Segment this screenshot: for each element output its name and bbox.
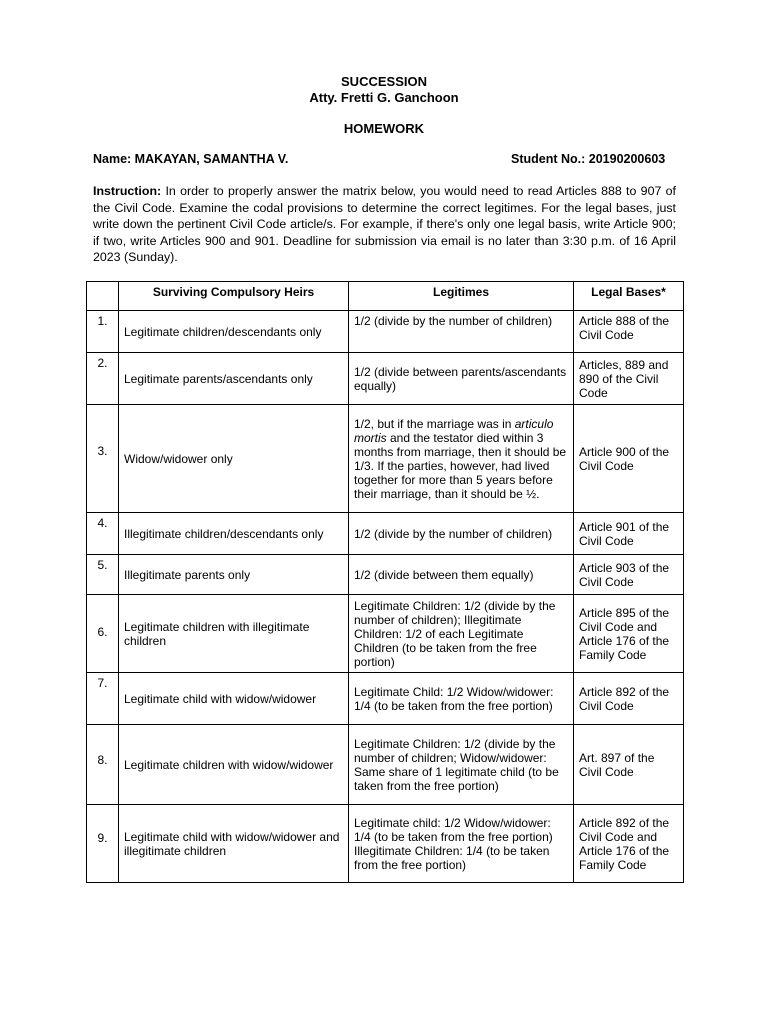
legal-bases-cell: Article 888 of the Civil Code: [574, 311, 684, 353]
legitimes-cell: 1/2 (divide between them equally): [349, 555, 574, 595]
legal-bases-cell: Article 901 of the Civil Code: [574, 513, 684, 555]
table-row: [87, 555, 684, 595]
row-number: 6.: [87, 595, 119, 673]
student-name: Name: MAKAYAN, SAMANTHA V.: [93, 152, 289, 166]
table-row: [87, 595, 684, 673]
row-number: 8.: [87, 725, 119, 805]
row-number: 5.: [87, 555, 119, 595]
instructor-name: Atty. Fretti G. Ganchoon: [309, 90, 459, 105]
legitimes-cell: 1/2 (divide by the number of children): [349, 513, 574, 555]
header-legal-bases: Legal Bases*: [574, 282, 684, 311]
instruction-label: Instruction:: [93, 184, 162, 198]
header-heirs: Surviving Compulsory Heirs: [119, 282, 349, 311]
heirs-cell: Legitimate parents/ascendants only: [119, 353, 349, 405]
heirs-cell: Legitimate children/descendants only: [119, 311, 349, 353]
table-row: [87, 805, 684, 883]
table-row: [87, 311, 684, 353]
heirs-cell: Widow/widower only: [119, 405, 349, 513]
heirs-cell: Legitimate children with illegitimate children: [119, 595, 349, 673]
heirs-cell: Legitimate child with widow/widower and illegitimate children: [119, 805, 349, 883]
legitimes-cell: Legitimate child: 1/2 Widow/widower: 1/4 (to be taken from the free portion) Illegitimate Children: 1/4 (to be taken from the free portion): [349, 805, 574, 883]
legal-bases-cell: Article 892 of the Civil Code and Article 176 of the Family Code: [574, 805, 684, 883]
legitimes-italic-term: articulo mortis: [354, 416, 554, 445]
heirs-cell: Legitimate child with widow/widower: [119, 673, 349, 725]
legal-bases-cell: Article 900 of the Civil Code: [574, 405, 684, 513]
legitimes-cell: 1/2 (divide by the number of children): [349, 311, 574, 353]
student-number: Student No.: 20190200603: [511, 152, 666, 166]
header-number: [87, 282, 119, 311]
row-number: 2.: [87, 353, 119, 405]
document-type-heading: HOMEWORK: [343, 121, 425, 136]
legitimes-cell: [349, 405, 574, 513]
row-number: 9.: [87, 805, 119, 883]
legitimes-text-part: and the testator died within 3 months from marriage, then it should be 1/3. If the parties, however, had lived together for more than 5 years before their marriage, than it should be ½.: [354, 430, 567, 501]
instruction-paragraph: [93, 183, 676, 266]
row-number: 7.: [87, 673, 119, 725]
legitimes-cell: Legitimate Children: 1/2 (divide by the number of children); Illegitimate Children: 1/2 of each Legitimate Children (to be taken from the free portion): [349, 595, 574, 673]
legal-bases-cell: Article 895 of the Civil Code and Article 176 of the Family Code: [574, 595, 684, 673]
row-number: 4.: [87, 513, 119, 555]
course-title: SUCCESSION: [341, 74, 427, 89]
legal-bases-cell: Articles, 889 and 890 of the Civil Code: [574, 353, 684, 405]
legal-bases-cell: Article 892 of the Civil Code: [574, 673, 684, 725]
legitimes-matrix-table: [86, 281, 684, 883]
row-number: 1.: [87, 311, 119, 353]
heirs-cell: Legitimate children with widow/widower: [119, 725, 349, 805]
instruction-text: In order to properly answer the matrix below, you would need to read Articles 888 to 907 of the Civil Code. Examine the codal provisions to determine the correct legitimes. For the legal bases, just write down the pertinent Civil Code article/s. For example, if there's only one legal basis, write Article 900; if two, write Articles 900 and 901. Deadline for submission via email is no later than 3:30 p.m. of 16 April 2023 (Sunday).: [93, 184, 676, 264]
legitimes-text-part: 1/2, but if the marriage was in: [354, 416, 515, 431]
header-legitimes: Legitimes: [349, 282, 574, 311]
heirs-cell: Illegitimate parents only: [119, 555, 349, 595]
legitimes-cell: Legitimate Child: 1/2 Widow/widower: 1/4 (to be taken from the free portion): [349, 673, 574, 725]
table-row: [87, 513, 684, 555]
table-header-row: [87, 282, 684, 311]
legitimes-cell: Legitimate Children: 1/2 (divide by the number of children; Widow/widower: Same share of 1 legitimate child (to be taken from the free portion): [349, 725, 574, 805]
legal-bases-cell: Article 903 of the Civil Code: [574, 555, 684, 595]
heirs-cell: Illegitimate children/descendants only: [119, 513, 349, 555]
legitimes-cell: 1/2 (divide between parents/ascendants equally): [349, 353, 574, 405]
row-number: 3.: [87, 405, 119, 513]
legal-bases-cell: Art. 897 of the Civil Code: [574, 725, 684, 805]
table-row: [87, 673, 684, 725]
table-row: [87, 725, 684, 805]
table-row: [87, 405, 684, 513]
table-row: [87, 353, 684, 405]
